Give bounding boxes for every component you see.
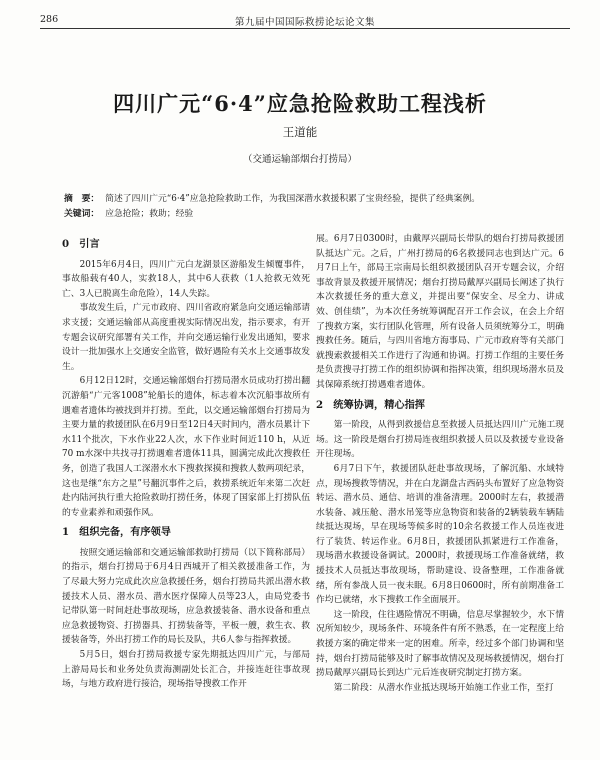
abstract-block (64, 192, 534, 222)
body-paragraph: 6月12日12时，交通运输部烟台打捞局潜水员成功打捞出翻沉游船“广元客1008”轮船长的遗体，标志着本次沉船事故所有遇难者遗体均被找到并打捞。至此，以交通运输部烟台打捞局为主要力量的救援团队在6月9日至12日4天时间内，潜水员累计下水11个批次，下水作业22人次，水下作业时间近110 h，从近70 m水深中共找寻打捞遇难者遗体11具，圆满完成此次搜救任务，创造了我国人工深潜水水下搜救探摸和搜救人数两项纪录，这也是继“东方之星”号翻沉事件之后，救捞系统近年来第二次赶赴内陆河执行重大抢险救助打捞任务，体现了国家部上打捞队伍的专业素养和顽强作风。 (62, 376, 310, 518)
body-paragraph: 按照交通运输部和交通运输部救助打捞局（以下简称部局）的指示，烟台打捞局于6月4日西城开了相关救援准备工作，为了尽最大努力完成此次应急救援任务，烟台打捞局共派出潜水救援技术人员、潜水员、潜水医疗保障人员等23人，由局党委书记带队第一时间赶赴事故现场，应急救援装备、潜水设备和重点应急救援物资、打捞器具、打捞装备等，平板一艘，救生衣、救援装备等，外出打捞工作的局长及队，共6人参与指挥救援。 (62, 547, 310, 646)
keywords-label: 关键词： (64, 209, 100, 219)
keywords-line (64, 207, 534, 222)
body-paragraph: 这一阶段，住往遇险情况不明确，信息尽掌握较少，水下情况所知较少，现场条件、环境条件有所不熟悉，在一定程度上给救援方案的确定带来一定的困难。所幸，经过多个部门协调和坚持，烟台打捞局能够及时了解事故情况及现场救援情况，烟台打捞局戴厚兴副局长到达广元后连夜研究制定打捞方案。 (316, 609, 564, 679)
left-column (62, 232, 310, 692)
abstract-text: 简述了四川广元“6·4”应急抢险救助工作，为我国深潜水救援积累了宝贵经验，提供了经典案例。 (105, 194, 481, 204)
body-paragraph: 2015年6月4日，四川广元白龙湖景区游船发生倾覆事件，事故船载有40人，实救18人，其中6人获救（1人抢救无效死亡、3人已脱离生命危险），14人失踪。 (62, 259, 310, 299)
right-column (316, 232, 564, 695)
abstract-line (64, 192, 534, 207)
journal-title: 第九届中国国际救捞论坛论文集 (234, 17, 375, 28)
section-heading: 2 统筹协调，精心指挥 (316, 398, 425, 411)
author: 王道能 (282, 125, 318, 139)
body-paragraph: 展。6月7日0300时，由戴厚兴副局长带队的烟台打捞局救援团队抵达广元。之后，广州打捞局的6名救援同志也到达广元。6月7日上午，部局王宗南局长组织救援团队召开专题会议，介绍事故背景及救援开展情况；烟台打捞局戴厚兴副局长阐述了执行本次救援任务的重大意义，并提出要“保安全、尽全力、讲成效、创佳绩”，为本次任务统筹调配召开工作会议，在会上介绍了搜救方案，实行团队化管理，所有设备人员须统筹分工，明确搜救任务。随后，与四川省地方海事局、广元市政府等有关部门就搜索救援相关工作进行了沟通和协调。打捞工作组的主要任务是负责搜寻打捞工作的组织协调和指挥决策，组织现场潜水员及其保障系统打捞遇难者遗体。 (316, 234, 564, 390)
body-paragraph: 6月7日下午，救援团队赶赴事故现场，了解沉船、水域特点，现场搜救等情况，并在白龙湖盘古西码头布置好了应急物资转运、潜水员、通信、培训的准备清理。2000时左右，救援潜水装备、减压舱、潜水吊笼等应急物资和装备的2辆装载车辆陆续抵达現场，早在现场等候多时的10余名救援工作人员连夜进行了装货、转运作业。6月8日，救援团队抓紧进行工作准备，现场潜水救援设备调试。2000时，救援现场工作准备就绪，救援技术人员抵达事故现场，帮助建设、设备整理，工作准备就绪，所有参战人员一夜未眠。6月8日0600时，所有前期准备工作均已就绪，水下搜救工作全面展开。 (316, 463, 564, 606)
page-number: 286 (40, 14, 59, 25)
running-header (40, 14, 570, 29)
body-paragraph: 5月5日，烟台打捞局救援专家先期抵达四川广元，与部局上游局局长和业务处负责海测副处长汇合，并接连赶往事故现场，与地方政府进行接洽，现场指导搜救工作开 (62, 650, 310, 690)
keywords-text: 应急抢险；救助；经验 (105, 209, 194, 219)
section-heading: 1 组织完备，有序领导 (62, 526, 171, 539)
body-paragraph: 第二阶段：从潜水作业抵达现场开始施工作业工作，至打 (333, 682, 554, 693)
section-heading: 0 引言 (62, 238, 100, 250)
body-paragraph: 事故发生后，广元市政府、四川省政府紧急向交通运输部请求支援；交通运输部从高度重视实际情况出发，指示要求，有开专题会议研究部署有关工作，并向交通运输行业发出通知，要求设计一批加强水上交通安全监管，做好遇险有关水上交通事故发生。 (62, 303, 310, 372)
affiliation: （交通运输部烟台打捞局） (242, 154, 357, 165)
body-paragraph: 第一阶段，从得到救援信息至救援人员抵达四川广元施工现场。这一阶段是烟台打捞局连夜组织救援人员以及救援专业设备开往现场。 (316, 420, 564, 460)
abstract-label: 摘 要： (64, 194, 100, 204)
paper-title: 四川广元“6·4”应急抢险救助工程浅析 (113, 91, 487, 116)
